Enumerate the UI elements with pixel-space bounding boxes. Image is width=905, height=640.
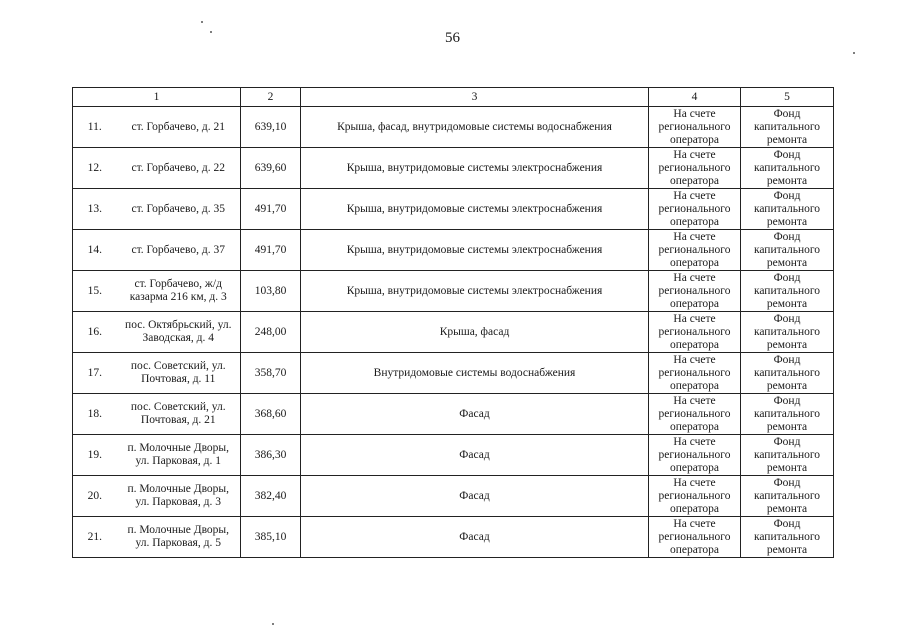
table-row — [73, 394, 834, 435]
address-cell: ст. Горбачево, д. 21 — [117, 107, 241, 148]
table-row — [73, 189, 834, 230]
row-number: 18. — [73, 394, 117, 435]
fund-cell: Фонд капитального ремонта — [741, 230, 834, 271]
table-row — [73, 353, 834, 394]
works-cell: Крыша, внутридомовые системы электроснабжения — [301, 230, 649, 271]
fund-cell: Фонд капитального ремонта — [741, 189, 834, 230]
account-cell: На счете регионального оператора — [649, 189, 741, 230]
address-cell: ст. Горбачево, д. 22 — [117, 148, 241, 189]
header-col-4: 4 — [649, 88, 741, 107]
address-cell: ст. Горбачево, д. 35 — [117, 189, 241, 230]
area-cell: 491,70 — [241, 189, 301, 230]
account-cell: На счете регионального оператора — [649, 394, 741, 435]
scan-speck — [853, 52, 855, 54]
works-cell: Внутридомовые системы водоснабжения — [301, 353, 649, 394]
area-cell: 639,10 — [241, 107, 301, 148]
account-cell: На счете регионального оператора — [649, 148, 741, 189]
fund-cell: Фонд капитального ремонта — [741, 394, 834, 435]
account-cell: На счете регионального оператора — [649, 271, 741, 312]
address-cell: п. Молочные Дворы, ул. Парковая, д. 3 — [117, 476, 241, 517]
area-cell: 385,10 — [241, 517, 301, 558]
page-number: 56 — [445, 30, 460, 46]
area-cell: 248,00 — [241, 312, 301, 353]
works-cell: Крыша, фасад — [301, 312, 649, 353]
works-cell: Крыша, внутридомовые системы электроснабжения — [301, 148, 649, 189]
fund-cell: Фонд капитального ремонта — [741, 148, 834, 189]
works-cell: Фасад — [301, 394, 649, 435]
area-cell: 639,60 — [241, 148, 301, 189]
account-cell: На счете регионального оператора — [649, 353, 741, 394]
fund-cell: Фонд капитального ремонта — [741, 107, 834, 148]
scan-speck — [210, 31, 212, 33]
row-number: 19. — [73, 435, 117, 476]
fund-cell: Фонд капитального ремонта — [741, 271, 834, 312]
table-row — [73, 230, 834, 271]
table-row — [73, 476, 834, 517]
row-number: 11. — [73, 107, 117, 148]
table-row — [73, 517, 834, 558]
row-number: 21. — [73, 517, 117, 558]
table-row — [73, 435, 834, 476]
area-cell: 103,80 — [241, 271, 301, 312]
area-cell: 491,70 — [241, 230, 301, 271]
area-cell: 382,40 — [241, 476, 301, 517]
area-cell: 386,30 — [241, 435, 301, 476]
table-row — [73, 107, 834, 148]
address-cell: п. Молочные Дворы, ул. Парковая, д. 5 — [117, 517, 241, 558]
account-cell: На счете регионального оператора — [649, 107, 741, 148]
header-col-5: 5 — [741, 88, 834, 107]
address-cell: п. Молочные Дворы, ул. Парковая, д. 1 — [117, 435, 241, 476]
works-cell: Фасад — [301, 517, 649, 558]
works-cell: Фасад — [301, 435, 649, 476]
fund-cell: Фонд капитального ремонта — [741, 476, 834, 517]
works-cell: Крыша, внутридомовые системы электроснабжения — [301, 271, 649, 312]
account-cell: На счете регионального оператора — [649, 435, 741, 476]
table-row — [73, 312, 834, 353]
address-cell: пос. Советский, ул. Почтовая, д. 11 — [117, 353, 241, 394]
fund-cell: Фонд капитального ремонта — [741, 517, 834, 558]
account-cell: На счете регионального оператора — [649, 517, 741, 558]
fund-cell: Фонд капитального ремонта — [741, 312, 834, 353]
area-cell: 358,70 — [241, 353, 301, 394]
header-col-1: 1 — [73, 88, 241, 107]
works-cell: Крыша, фасад, внутридомовые системы водоснабжения — [301, 107, 649, 148]
account-cell: На счете регионального оператора — [649, 230, 741, 271]
repair-program-table — [72, 87, 834, 558]
table-row — [73, 271, 834, 312]
row-number: 17. — [73, 353, 117, 394]
table-body — [73, 107, 834, 558]
row-number: 13. — [73, 189, 117, 230]
works-cell: Фасад — [301, 476, 649, 517]
address-cell: пос. Советский, ул. Почтовая, д. 21 — [117, 394, 241, 435]
row-number: 16. — [73, 312, 117, 353]
account-cell: На счете регионального оператора — [649, 476, 741, 517]
row-number: 20. — [73, 476, 117, 517]
fund-cell: Фонд капитального ремонта — [741, 435, 834, 476]
fund-cell: Фонд капитального ремонта — [741, 353, 834, 394]
address-cell: ст. Горбачево, д. 37 — [117, 230, 241, 271]
row-number: 14. — [73, 230, 117, 271]
works-cell: Крыша, внутридомовые системы электроснабжения — [301, 189, 649, 230]
row-number: 15. — [73, 271, 117, 312]
table-header-row — [73, 88, 834, 107]
account-cell: На счете регионального оператора — [649, 312, 741, 353]
address-cell: ст. Горбачево, ж/д казарма 216 км, д. 3 — [117, 271, 241, 312]
area-cell: 368,60 — [241, 394, 301, 435]
scan-speck — [272, 623, 274, 625]
table-row — [73, 148, 834, 189]
scan-speck — [201, 21, 203, 23]
row-number: 12. — [73, 148, 117, 189]
header-col-2: 2 — [241, 88, 301, 107]
address-cell: пос. Октябрьский, ул. Заводская, д. 4 — [117, 312, 241, 353]
header-col-3: 3 — [301, 88, 649, 107]
